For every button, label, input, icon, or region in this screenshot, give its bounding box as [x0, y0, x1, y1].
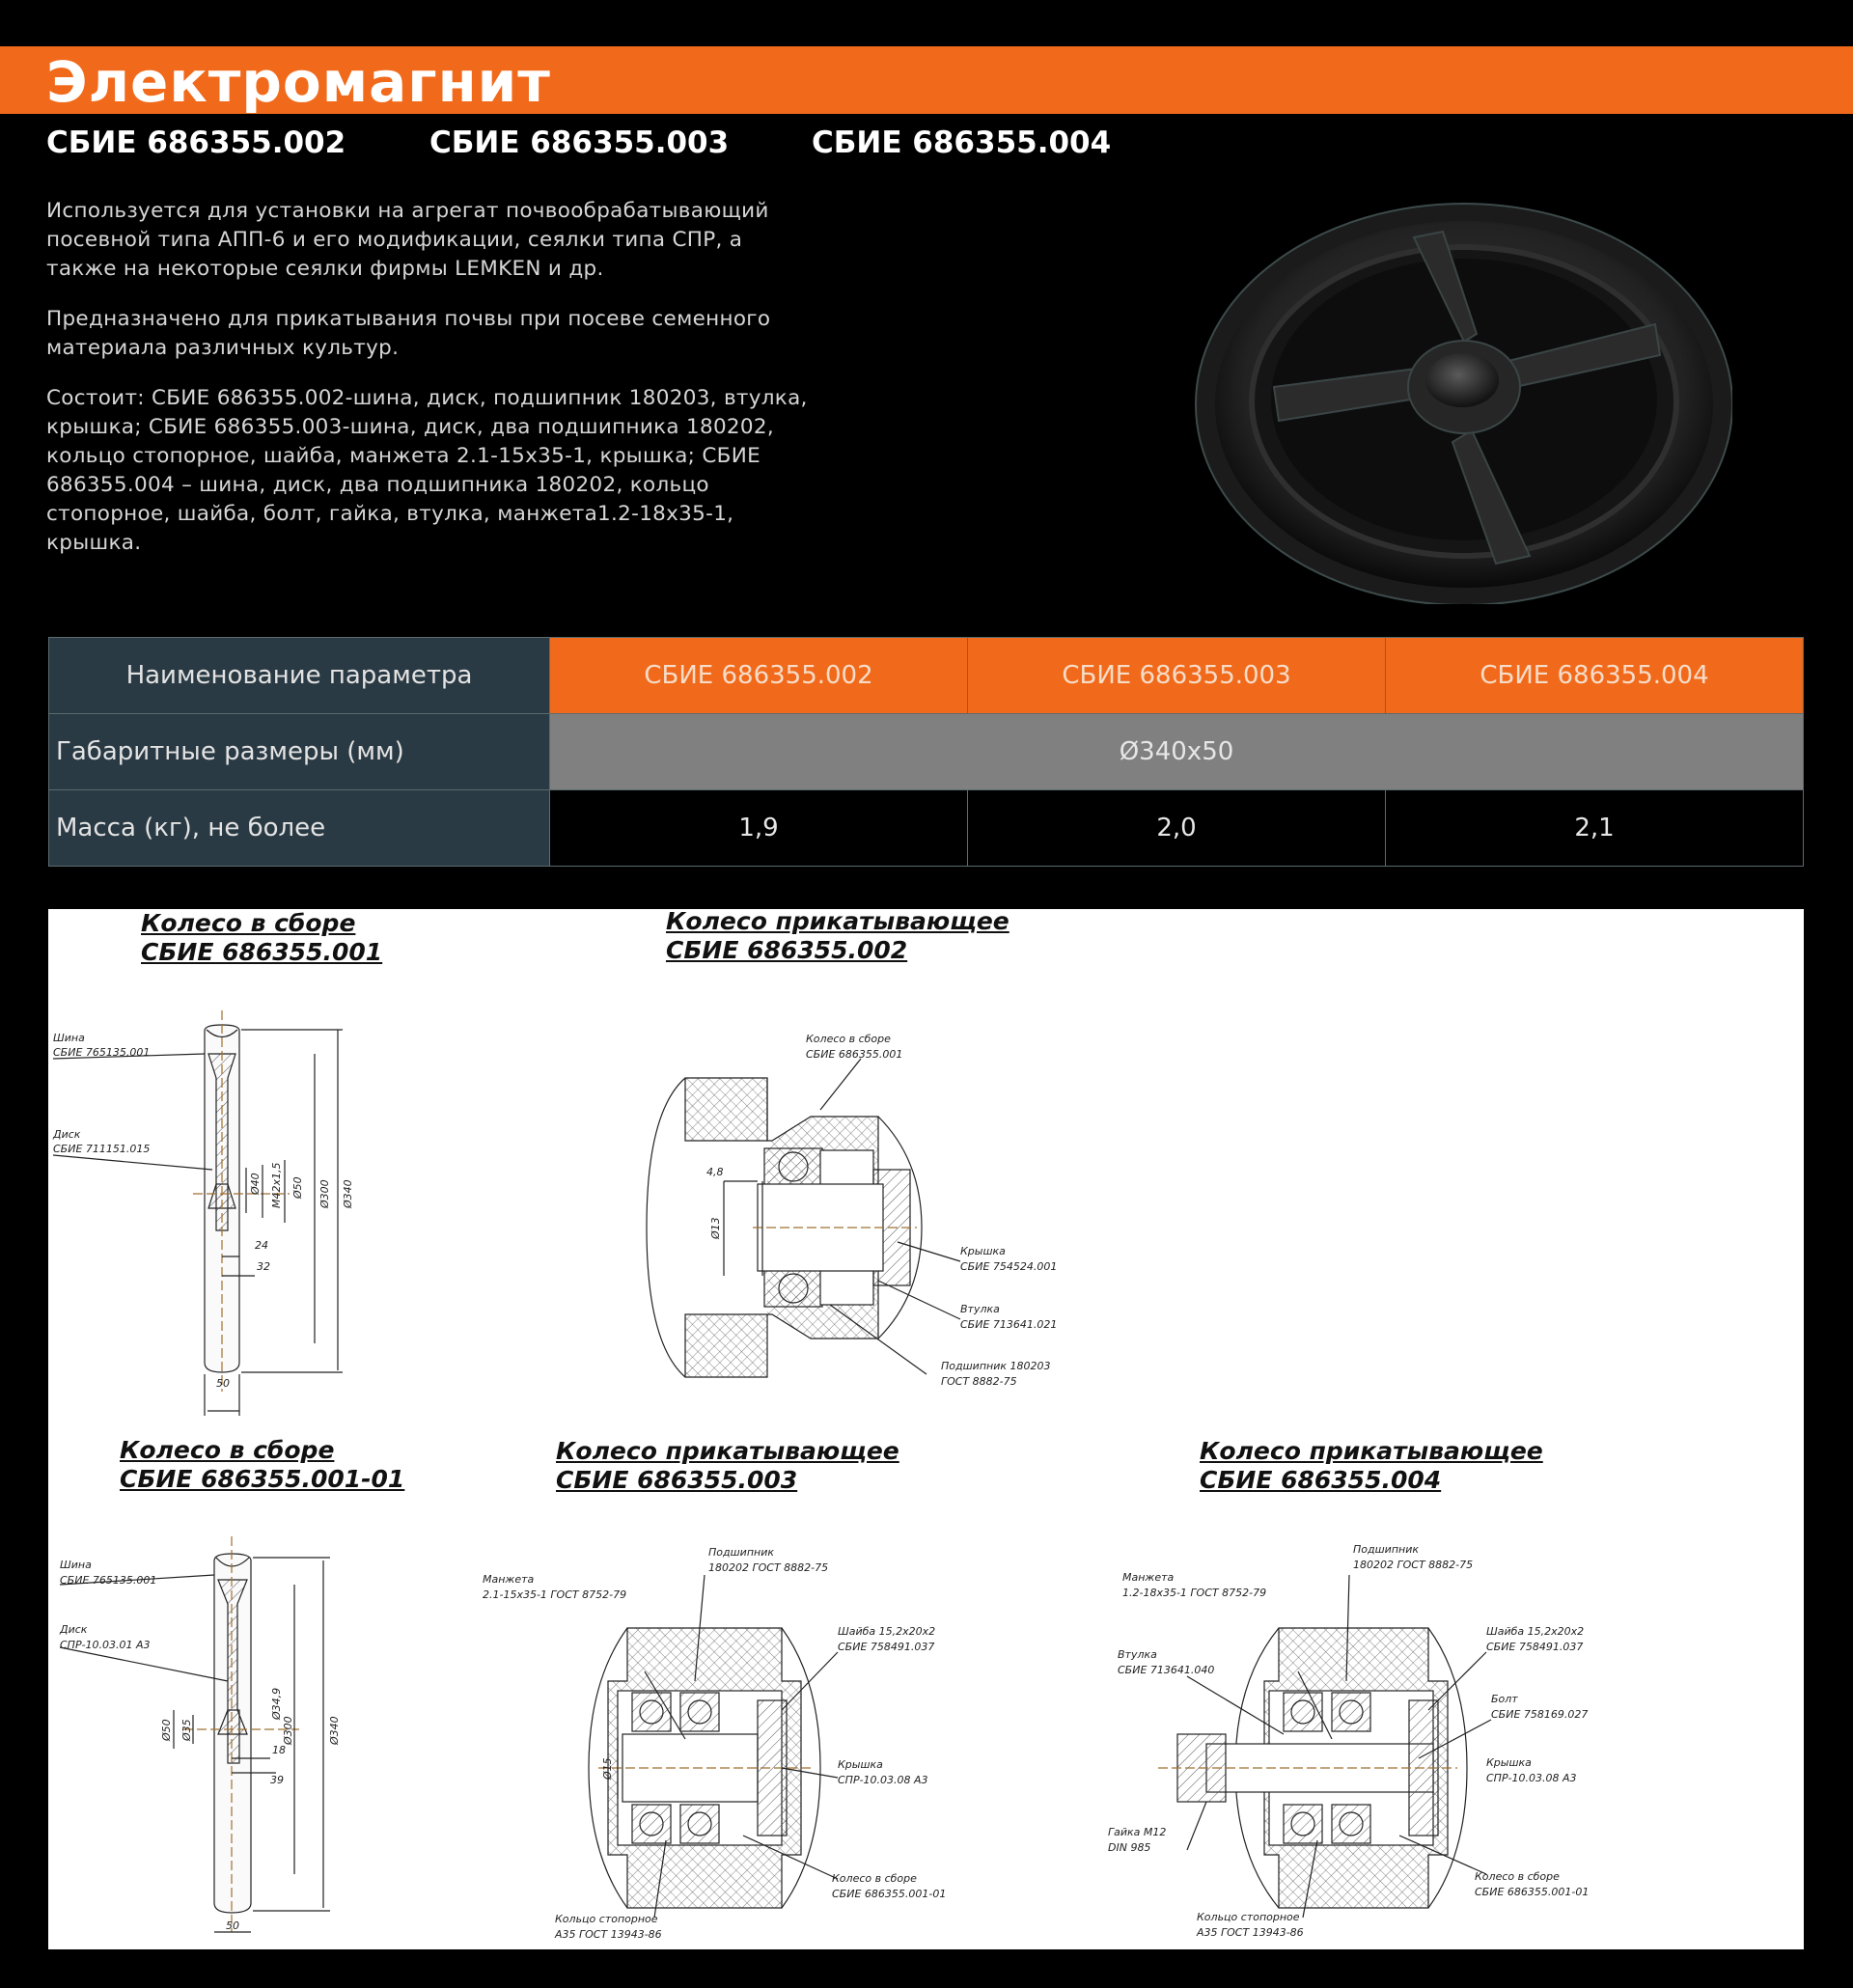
drawing-title-3 [120, 1436, 404, 1494]
drawings-canvas [48, 909, 1804, 1949]
drawing-wheel-assembly-001 [53, 1010, 343, 1416]
d1-dim-6: 32 [257, 1260, 270, 1273]
description-usage: Используется для установки на агрегат почвообрабатывающий посевной типа АПП-6 и его модификации, сеялки типа СПР, а также на некоторые сеялки фирмы LEMKEN и др. [46, 199, 769, 281]
d4-kolco-label: Кольцо стопорное [555, 1913, 658, 1925]
d3-dim-2: Ø35 [180, 1719, 193, 1741]
d1-disk-label: Диск [53, 1128, 81, 1141]
d1-shina-code: СБИЕ 765135.001 [53, 1046, 151, 1059]
d3-dim-3: Ø300 [282, 1716, 294, 1745]
page-title: Электромагнит [46, 49, 551, 115]
d3-shina-code: СБИЕ 765135.001 [60, 1574, 157, 1587]
drawing-title-2 [666, 909, 1009, 965]
drawing-title-3-name: Колесо в сборе [120, 1436, 335, 1464]
d2-koleso-code: СБИЕ 686355.001 [806, 1048, 903, 1061]
drawing-rolling-wheel-004 [1158, 1575, 1491, 1918]
drawing-title-3-code: СБИЕ 686355.001-01 [120, 1465, 405, 1493]
product-code-002: СБИЕ 686355.002 [46, 125, 346, 160]
d5-podsh-code: 180202 ГОСТ 8882-75 [1353, 1559, 1474, 1571]
d5-manzh-label: Манжета [1122, 1571, 1175, 1584]
drawing-title-5 [1200, 1437, 1543, 1495]
mass-value-004: 2,1 [1386, 790, 1804, 867]
d5-shaiba-label: Шайба 15,2х20х2 [1486, 1625, 1585, 1638]
d1-dim-5: 24 [255, 1239, 268, 1252]
d1-shina-label: Шина [53, 1032, 85, 1044]
d4-manzh-label: Манжета [483, 1573, 535, 1586]
mass-value-003: 2,0 [968, 790, 1386, 867]
wheel-photo [1182, 189, 1732, 604]
drawing-title-1-code: СБИЕ 686355.001 [141, 938, 383, 966]
column-header-003: СБИЕ 686355.003 [968, 638, 1386, 714]
d3-disk-code: СПР-10.03.01 А3 [60, 1639, 151, 1651]
d2-podsh-code: ГОСТ 8882-75 [941, 1375, 1017, 1388]
d3-disk-label: Диск [60, 1623, 88, 1636]
d5-kolco-label: Кольцо стопорное [1197, 1911, 1300, 1923]
d5-kryshka-code: СПР-10.03.08 А3 [1486, 1772, 1577, 1784]
d1-disk-code: СБИЕ 711151.015 [53, 1143, 151, 1155]
d4-podsh-label: Подшипник [708, 1546, 774, 1559]
d1-dim-7: 50 [216, 1377, 230, 1390]
d3-dim-4: Ø340 [328, 1716, 341, 1745]
d3-dim-0: Ø34,9 [270, 1687, 283, 1720]
drawing-rolling-wheel-002 [647, 1059, 960, 1377]
d3-dim-6: 39 [270, 1774, 284, 1786]
d4-koleso-label: Колесо в сборе [832, 1872, 917, 1885]
d1-dim-1: М42х1,5 [270, 1162, 283, 1208]
description [46, 197, 818, 579]
d5-koleso-code: СБИЕ 686355.001-01 [1475, 1886, 1590, 1898]
d2-dim-1: Ø13 [709, 1217, 722, 1239]
d1-dim-4: Ø340 [342, 1179, 354, 1208]
d5-bolt-label: Болт [1491, 1693, 1518, 1705]
d4-shaiba-code: СБИЕ 758491.037 [838, 1641, 935, 1653]
d4-kryshka-label: Крышка [838, 1758, 883, 1771]
d3-dim-7: 50 [226, 1919, 239, 1932]
table-row-mass [49, 790, 1804, 867]
title-band [0, 46, 1853, 114]
description-purpose: Предназначено для прикатывания почвы при посеве семенного материала различных культур. [46, 307, 771, 360]
drawing-title-5-code: СБИЕ 686355.004 [1200, 1466, 1442, 1494]
d4-kolco-code: А35 ГОСТ 13943-86 [555, 1928, 662, 1941]
drawing-title-1-name: Колесо в сборе [141, 909, 356, 937]
product-code-004: СБИЕ 686355.004 [812, 125, 1112, 160]
d5-gaika-label: Гайка М12 [1108, 1826, 1167, 1838]
specs-table [48, 637, 1804, 867]
d1-dim-3: Ø300 [318, 1179, 331, 1208]
d5-shaiba-code: СБИЕ 758491.037 [1486, 1641, 1584, 1653]
d5-kryshka-label: Крышка [1486, 1756, 1532, 1769]
d2-koleso-label: Колесо в сборе [806, 1033, 891, 1045]
drawing-rolling-wheel-003 [589, 1575, 838, 1918]
d4-kryshka-code: СПР-10.03.08 А3 [838, 1774, 928, 1786]
technical-drawings [48, 909, 1804, 1949]
mass-value-002: 1,9 [550, 790, 968, 867]
table-row-dimensions [49, 714, 1804, 790]
drawing-title-2-code: СБИЕ 686355.002 [666, 936, 908, 964]
d4-dim: Ø15 [601, 1757, 614, 1780]
d2-vtulka-label: Втулка [960, 1303, 1000, 1315]
product-codes [46, 125, 1204, 168]
d3-dim-1: Ø50 [160, 1719, 173, 1741]
d4-shaiba-label: Шайба 15,2х20х2 [838, 1625, 936, 1638]
row-label-dimensions: Габаритные размеры (мм) [49, 714, 550, 790]
d5-podsh-label: Подшипник [1353, 1543, 1419, 1556]
description-composition: Состоит: СБИЕ 686355.002-шина, диск, подшипник 180203, втулка, крышка; СБИЕ 686355.003-шина, диск, два подшипника 180202, кольцо стопорное, шайба, манжета 2.1-15х35-1, крышка; СБИЕ 686355.004 – шина, диск, два подшипника 180202, кольцо стопорное, шайба, болт, гайка, втулка, манжета1.2-18х35-1, крышка. [46, 386, 808, 555]
d2-kryshka-code: СБИЕ 754524.001 [960, 1260, 1058, 1273]
drawing-title-4-name: Колесо прикатывающее [556, 1437, 899, 1465]
d5-vtulka-code: СБИЕ 713641.040 [1118, 1664, 1215, 1676]
d4-manzh-code: 2.1-15х35-1 ГОСТ 8752-79 [483, 1588, 627, 1601]
d5-manzh-code: 1.2-18х35-1 ГОСТ 8752-79 [1122, 1587, 1267, 1599]
d4-podsh-code: 180202 ГОСТ 8882-75 [708, 1561, 829, 1574]
d5-vtulka-label: Втулка [1118, 1648, 1157, 1661]
d5-bolt-code: СБИЕ 758169.027 [1491, 1708, 1589, 1721]
drawing-title-4-code: СБИЕ 686355.003 [556, 1466, 798, 1494]
d2-kryshka-label: Крышка [960, 1245, 1006, 1257]
d4-koleso-code: СБИЕ 686355.001-01 [832, 1888, 947, 1900]
product-code-003: СБИЕ 686355.003 [429, 125, 730, 160]
column-header-002: СБИЕ 686355.002 [550, 638, 968, 714]
d5-kolco-code: А35 ГОСТ 13943-86 [1197, 1926, 1304, 1939]
d5-koleso-label: Колесо в сборе [1475, 1870, 1560, 1883]
table-header-row [49, 638, 1804, 714]
dimensions-value: Ø340х50 [550, 714, 1804, 790]
d2-dim-0: 4,8 [706, 1166, 724, 1178]
d3-shina-label: Шина [60, 1559, 92, 1571]
drawing-title-2-name: Колесо прикатывающее [666, 909, 1009, 935]
drawing-title-5-name: Колесо прикатывающее [1200, 1437, 1543, 1465]
d1-dim-2: Ø50 [291, 1176, 304, 1199]
d1-dim-0: Ø40 [249, 1173, 262, 1195]
d5-gaika-code: DIN 985 [1108, 1841, 1151, 1854]
column-header-parameter: Наименование параметра [49, 638, 550, 714]
drawing-title-4 [556, 1437, 899, 1495]
d2-vtulka-code: СБИЕ 713641.021 [960, 1318, 1058, 1331]
row-label-mass: Масса (кг), не более [49, 790, 550, 867]
drawing-title-1 [141, 909, 382, 967]
d2-podsh-label: Подшипник 180203 [941, 1360, 1051, 1372]
column-header-004: СБИЕ 686355.004 [1386, 638, 1804, 714]
d3-dim-5: 18 [272, 1744, 286, 1756]
